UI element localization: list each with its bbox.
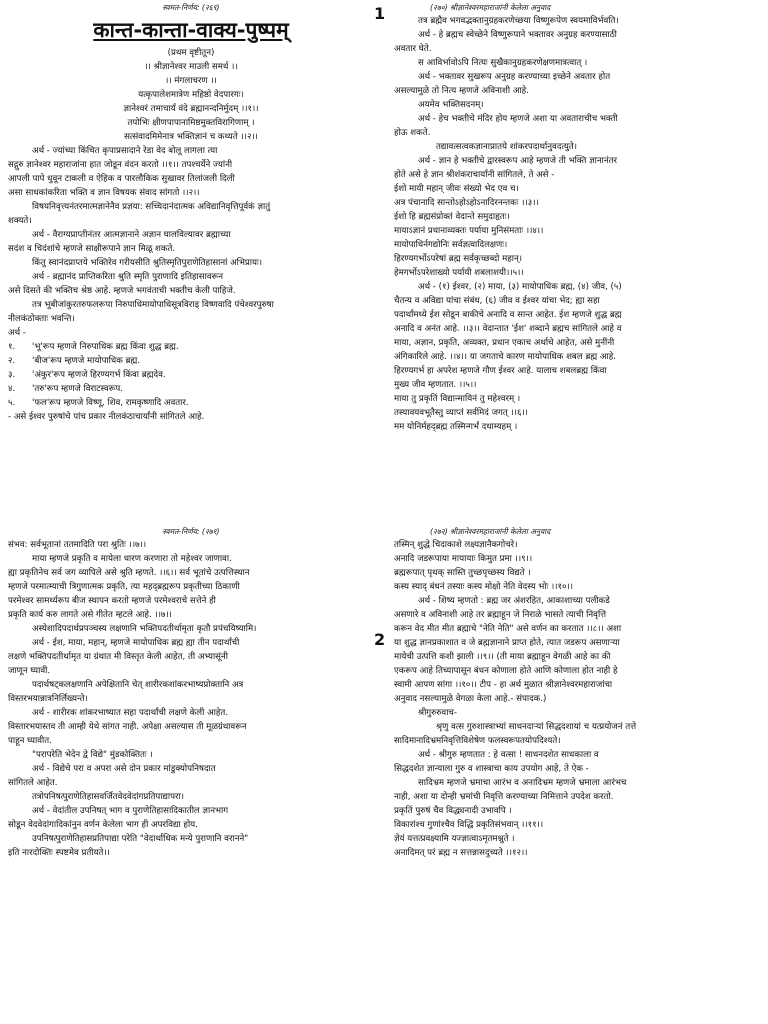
text-line: अर्थ - हेच भक्तीचे मंदिर होय म्हणजे अशा या अवताराचीच भक्ती: [418, 114, 618, 124]
page-270: [394, 2, 760, 522]
list-text: 'बीज'रूप म्हणजे मायोपाधिक ब्रह्म.: [32, 356, 141, 366]
text-line: अर्थ - वैराग्यप्राप्तीनंतर आत्मज्ञानाने अज्ञान घालविल्यावर ब्रह्माच्या: [32, 230, 231, 240]
text-line: ।। श्रीज्ञानेश्वर माउली समर्थ ।।: [144, 62, 238, 72]
text-line: तपोभिः क्षीणपापानामिष्ठमुक्तविरागिणाम् ।: [127, 118, 255, 128]
page-number-marker: 2: [374, 630, 386, 649]
text-line: अनुवाद नसल्यामुळे वेगळा केला आहे.- संपादक.): [394, 694, 547, 704]
text-line: ह्या प्रकृतिनेच सर्व जग व्यापिले असे श्रुति म्हणते. ।।६।। सर्व भूतांचे उत्पत्तिस्थान: [8, 568, 250, 578]
text-line: सोडून वेदवेदांगादिकांनुन वर्णन केलेला भाग ही अपरविद्या होय.: [8, 820, 198, 830]
text-line: हिरण्यगर्भोऽपरेषां ब्रह्म सर्वकृच्छब्दो महान्।: [394, 254, 523, 264]
list-item: [8, 382, 374, 396]
text-line: अस्येशादिपदार्थप्रपञ्चस्य लक्षणानि भक्तिपदतीर्थामृता कृतौ प्रपंचयिष्यामि।: [32, 624, 257, 634]
list-text: 'फल'रूप म्हणजे विष्णू, शिव, रामकृष्णादि अवतार.: [32, 398, 189, 408]
text-line: एकरूप आहे तिच्यापासून बंधन कोणाला होते आणि कोणाला होत नाही हे: [394, 666, 618, 676]
list-item: [8, 368, 374, 382]
text-line: अनादिमत् परं ब्रह्म न सत्तन्नासदुच्यते ।।१२।।: [394, 848, 528, 858]
list-number: ३.: [8, 370, 16, 380]
text-line: माया म्हणजे प्रकृति व मायेला धारण करणारा तो महेश्वर जाणावा.: [32, 554, 232, 564]
page-number-marker: 1: [374, 4, 386, 23]
text-line: आपली पापे धुवून टाकली व ऐहिक व पारलौकिक सुखावर तिलांजली दिली: [8, 174, 235, 184]
text-line: चैतन्य व अविद्या यांचा संबंध, (६) जीव व ईश्वर यांचा भेद; ह्या सहा: [394, 296, 600, 306]
text-line: सादिभ्रम म्हणजे भ्रमाचा आरंभ व अनादिभ्रम म्हणजे भ्रमाला आरंभच: [418, 778, 627, 788]
text-line: मायोपाधिर्नगद्योनिः सर्वज्ञत्वादिलक्षणः।: [394, 240, 508, 250]
text-line: श्रृणु वत्स गुरुशास्त्राभ्यां साधनदाऱ्यां सिद्धदशायां च यत्प्रयोजनं तत्ते: [436, 722, 637, 732]
text-line: असणारे व अविनाशी आहे तर ब्रह्माहून जे निराळे भासते त्याची निवृत्ति: [394, 610, 607, 620]
text-line: म्हणजे परमात्म्याची त्रिगुणात्मक प्रकृति, त्या महद्ब्रह्मरूप प्रकृतीच्या ठिकाणी: [8, 582, 240, 592]
text-line: ब्रह्मरूपात् पृथक् सास्ति तुच्छपृच्छस्य विद्यते ।: [394, 568, 531, 578]
page-272: [394, 526, 760, 1024]
text-line: या शुद्ध ज्ञानप्रकाशात व जे ब्रह्मज्ञानाने प्राप्त होते, त्यात जडरूप असणाऱ्या: [394, 638, 620, 648]
text-line: शक्यते।: [8, 216, 32, 226]
text-line: पाहून घ्यावीत.: [8, 736, 52, 746]
text-line: किंतु स्वानंदप्राप्तये भक्तिरेव गरीयसीति श्रुतिस्मृतिपुराणेतिहासानां अभिप्रायः।: [32, 258, 263, 268]
text-line: तस्मिन् शुद्धे चिदाकाशे लक्ष्यज्ञानैकगोचरे।: [394, 540, 518, 550]
text-line: अर्थ - ज्ञान हे भक्तीचे द्वारस्वरूप आहे म्हणजे ती भक्ति ज्ञानानंतर: [418, 156, 618, 166]
text-line: प्रकृति कार्य करु लागते असे गीतेत म्हटले आहे. ।।७।।: [8, 610, 172, 620]
text-line: लक्षणे भक्तिपदतीर्थामृत या ग्रंथात मी विस्तृत केली आहेत, ती अभ्यासूंनी: [8, 652, 228, 662]
text-line: अनादि व अनंत आहे. ।।३।। वेदान्तात 'ईश' शब्दाने ब्रह्मच सांगितले आहे व: [394, 324, 622, 334]
text-line: मम योनिर्महद्ब्रह्म तस्मिन्गर्भं दधाम्यहम् ।: [394, 422, 518, 432]
text-line: प्रकृतिं पुरुषं चैव विद्ध्यनादी उभावपि ।: [394, 806, 512, 816]
list-number: २.: [8, 356, 16, 366]
text-line: इति नारदोक्तिः स्पष्टमेव प्रतीयते।।: [8, 848, 110, 858]
text-line: उपनिषत्पुराणेतिहासप्रतिपाद्या परेति "वेदार्थाधिक मन्ये पुराणानि वरानने": [32, 834, 249, 844]
text-line: ।। मंगलाचरण ।।: [165, 76, 217, 86]
text-block: [8, 46, 374, 340]
text-line: अंगिकारिले आहे. ।।४।। या जगताचे कारण मायोपाधिक शबल ब्रह्म आहे.: [394, 352, 616, 362]
list-number: ५.: [8, 398, 16, 408]
text-line: पदार्थांमध्ये ईश सोडून बाकीचे अनादि व सान्त आहेत. ईश म्हणजे शुद्ध ब्रह्म: [394, 310, 622, 320]
text-line: अवतार घेते.: [394, 44, 432, 54]
text-line: अत्र पंचानादि सान्तोऽहोऽहोऽनादिरनन्तकः ।।३।।: [394, 198, 539, 208]
text-line: अर्थ -: [8, 328, 26, 338]
text-line: तत्रोपनिषत्पुराणेतिहासवर्जितवेदवेदांगप्रतिपाद्यापरा।: [32, 792, 184, 802]
list-text: 'भू'रूप म्हणजे निरुपाधिक ब्रह्म किंवा शुद्ध ब्रह्म.: [32, 342, 179, 352]
text-line: ज्ञेयं यत्तत्प्रवक्ष्यामि यज्ज्ञात्वाऽमृतमश्नुते ।: [394, 834, 515, 844]
text-line: अर्थ - भक्तावर सुखरूप अनुग्रह करण्याच्या इच्छेने अवतार होत: [418, 72, 611, 82]
text-line: ईशो मायी महान् जीवः संख्यो भेद एव च।: [394, 184, 519, 194]
text-line: नाही, अशा या दोन्ही भ्रमांची निवृत्ति करण्याच्या निमित्ताने उपदेश करतो.: [394, 792, 614, 802]
text-line: सत्संवादमिमेनात्र भक्तिज्ञानं च कथ्यते ।।२।।: [124, 132, 258, 142]
running-head: (२७०) श्रीज्ञानेश्वरमहाराजांनी केलेला अनुवाद: [430, 3, 551, 12]
text-line: मुख्य जीव म्हणतात. ।।५।।: [394, 380, 477, 390]
text-line: होऊ शकते.: [394, 128, 431, 138]
text-line: मायेची उत्पत्ति कशी झाली ।।९।। (ती माया ब्रह्माहून वेगळी आहे का की: [394, 652, 611, 662]
page-271: [8, 526, 374, 1024]
text-line: माया, अज्ञान, प्रकृति, अव्यक्त, प्रधान एकाच अर्थाचे आहेत, असे मुनींनी: [394, 338, 615, 348]
list-number: ४.: [8, 384, 16, 394]
list-item: [8, 354, 374, 368]
text-line: अर्थ - ईश, माया, महान्, म्हणजे मायोपाधिक ब्रह्म ह्या तीन पदार्थांची: [32, 638, 240, 648]
text-line: असल्यामुळे तो नित्य म्हणजे अविनाशी आहे.: [394, 86, 529, 96]
text-line: विकारांश्च गुणांश्चैव विद्धि प्रकृतिसंभवान् ।।११।।: [394, 820, 544, 830]
text-line: ईशो हि ब्रह्मसंप्रोक्तं वेदान्ते समुदाहृतः।: [394, 212, 510, 222]
list-item: [8, 340, 374, 354]
text-line: हिरण्यगर्भ हा अपरेश म्हणजे गौण ईश्वर आहे. यालाच शबलब्रह्म किंवा: [394, 366, 607, 376]
list-number: १.: [8, 342, 16, 352]
text-line: अर्थ - शिष्य म्हणतो : ब्रह्म जर अंशरहित, आकाशाच्या पलीकडे: [418, 596, 610, 606]
text-line: जाणून घ्यावी.: [8, 666, 51, 676]
text-line: सद्गुरु ज्ञानेश्वर महाराजांना हात जोडून वंदन करतो ।।१।। तपश्चर्येने ज्यांनी: [8, 160, 233, 170]
text-line: विस्तरभयान्नात्रनिर्लिख्यन्ते।: [8, 694, 88, 704]
text-line: होते असे हे ज्ञान श्रीशंकराचार्यांनी सांगितले, ते असे -: [394, 170, 555, 180]
text-line: अर्थ - ब्रह्मानंद प्राप्तिकरिता श्रुति स्मृति पुराणादि इतिहासावरून: [32, 272, 224, 282]
text-line: असा साधकांकरिता भक्ति व ज्ञान विषयक संवाद सांगतो ।।२।।: [8, 188, 200, 198]
text-line: अनादि जडरूपाया मायायाः किमुत प्रमा ।।९।।: [394, 554, 533, 564]
text-line: तत्र भूबीजांकुरतरुफलरूपा निरुपाधिमायोपाधिसूत्रविराड् विष्णवादि पंचेश्वरपुरुषा: [32, 300, 274, 310]
text-line: अयमेव भक्तिसदनम्।: [418, 100, 484, 110]
text-line: स्वामी आपण सांगा ।।१०।। टीप - हा अर्थ मुळात श्रीज्ञानेश्वरमहाराजांचा: [394, 680, 613, 690]
page-title: कान्त-कान्ता-वाक्य-पुष्पम्: [93, 18, 289, 42]
text-line: असे दिसते की भक्तिच श्रेष्ठ आहे. म्हणजे भगवंताची भक्तीच केली पाहिजे.: [8, 286, 236, 296]
text-line: तस्यावयवभूतैस्तु व्याप्तं सर्वमिदं जगत् ।।६।।: [394, 408, 528, 418]
text-line: करून वेद मीत मीत ब्रह्माचे "नेति नेति" असे वर्णन का करतात ।।८।। अशा: [394, 624, 622, 634]
text-line: हेमगर्भोऽपरेशाख्यो पर्यायी शबलाशयी।।५।।: [394, 268, 524, 278]
text-block: [394, 14, 760, 434]
text-line: श्रीगुरुरुवाच-: [418, 708, 457, 718]
text-line: सांगितले आहेत.: [8, 778, 58, 788]
text-line: अर्थ - ज्यांच्या किंचित कृपाप्रसादाने रेडा वेद बोलू लागला त्या: [32, 146, 218, 156]
text-line: सिद्धदशेत ज्ञान्याला गुरु व शास्त्राचा काय उपयोग आहे, ते ऐक -: [394, 764, 589, 774]
text-line: तद्यावत्सत्वकज्ञानाप्रातये शांकरपदार्थानुवदत्युते।: [436, 142, 578, 152]
running-head: स्वमत-निर्णय: (२६९): [162, 3, 220, 12]
text-line: स आविर्भावोऽपि नित्यः सुखैकानुग्रहकरणेक्षणमात्रत्वात् ।: [418, 58, 588, 68]
text-line: मायाऽज्ञानं प्रधानाव्यक्तः पर्याया मुनिसंमताः ।।४।।: [394, 226, 544, 236]
text-block: [8, 538, 374, 860]
text-line: माया तु प्रकृतिं विद्यान्मायिनं तु महेश्वरम् ।: [394, 394, 521, 404]
text-line: नीलकंठोक्ताः भवन्ति।: [8, 314, 75, 324]
list-text: 'अंकुर'रूप म्हणजे हिरण्यगर्भ किंवा ब्रह्मदेव.: [32, 370, 166, 380]
list-item: [8, 396, 374, 410]
text-line: परमेश्वर सामर्थ्यरूप बीज स्थापन करतो म्हणजे परमेश्वराचे सत्तेने ही: [8, 596, 216, 606]
text-line: सदंश व चिदंशांचे म्हणजे साक्षीरूपाने ज्ञान मिळू शकते.: [8, 244, 176, 254]
text-line: "परापरेति भेदेन द्वे विद्ये" मुंडकोक्तितः ।: [32, 750, 153, 760]
page-269: [8, 2, 374, 522]
text-line: अर्थ - वेदांतील उपनिषत् भाग व पुराणेतिहासादिकातील ज्ञानभाग: [32, 806, 229, 816]
text-line: सादिमानादिभ्रमनिवृत्तिविशेषेण फलस्वरूपतयोपदिश्यते।: [394, 736, 561, 746]
text-line: अर्थ - श्रीगुरु म्हणतात : हे वत्सा ! साधनदशेत साधकाला व: [418, 750, 599, 760]
text-line: (प्रथम वृष्टीतून): [167, 48, 215, 58]
running-head: (२७२) श्रीज्ञानेश्वरमहाराजांनी केलेला अनुवाद: [430, 527, 551, 536]
text-line: कस्य स्याद् बंधनं तस्याः कस्य मोक्षो नेति वेदस्य भोः ।।१०।।: [394, 582, 573, 592]
closing-line: - असे ईश्वर पुरुषांचे पांच प्रकार नीलकंठाचार्यांनी सांगितले आहे.: [8, 412, 205, 422]
text-line: अर्थ - विद्येचे परा व अपरा असे दोन प्रकार मांडुक्योपनिषदात: [32, 764, 216, 774]
text-line: पदार्थषट्कलक्षणानि अपेक्षितानि चेत् शारीरकशांकरभाष्यप्रोक्तानि अत्र: [32, 680, 244, 690]
text-line: अर्थ - हे ब्रह्मच स्वेच्छेने विष्णुरूपाने भक्तावर अनुग्रह करण्यासाठी: [418, 30, 617, 40]
text-line: विषयनिवृत्त्यनंतरमात्मज्ञानेनैव प्रज्ञया: सच्चिदानंदात्मक अविद्यानिवृत्तिपूर्वकं ज्ञातुं: [32, 202, 271, 212]
text-block: [394, 538, 760, 860]
text-line: अर्थ - शारीरक शांकरभाष्यात सहा पदार्थांची लक्षणे केली आहेत.: [32, 708, 229, 718]
list-text: 'तरु'रूप म्हणजे विराटस्वरूप.: [32, 384, 124, 394]
text-line: संभव: सर्वभूतानां ततमादिति परा श्रुतिः ।।७।।: [8, 540, 147, 550]
text-line: तत्र ब्रह्मैव भगवद्भक्तानुग्रहकरणेच्छया विष्णुरूपेण स्वयमाविर्भवति।: [418, 16, 619, 26]
text-line: अर्थ - (१) ईश्वर, (२) माया, (३) मायोपाधिक ब्रह्म, (४) जीव, (५): [418, 282, 622, 292]
text-line: यत्कृपालेशमात्रेण महिष्ठो वेदपारगः।: [138, 90, 244, 100]
text-line: ज्ञानेश्वरं तमाचार्यं वंदे ब्रह्मानन्दनिर्मुदम् ।।१।।: [123, 104, 259, 114]
running-head: स्वमत-निर्णय: (२७१): [162, 527, 220, 536]
text-line: विस्तारभयास्तव ती आम्ही येथे सांगत नाही. अपेक्षा असल्यास ती मूळग्रंथावरून: [8, 722, 247, 732]
numbered-list: [8, 340, 374, 410]
